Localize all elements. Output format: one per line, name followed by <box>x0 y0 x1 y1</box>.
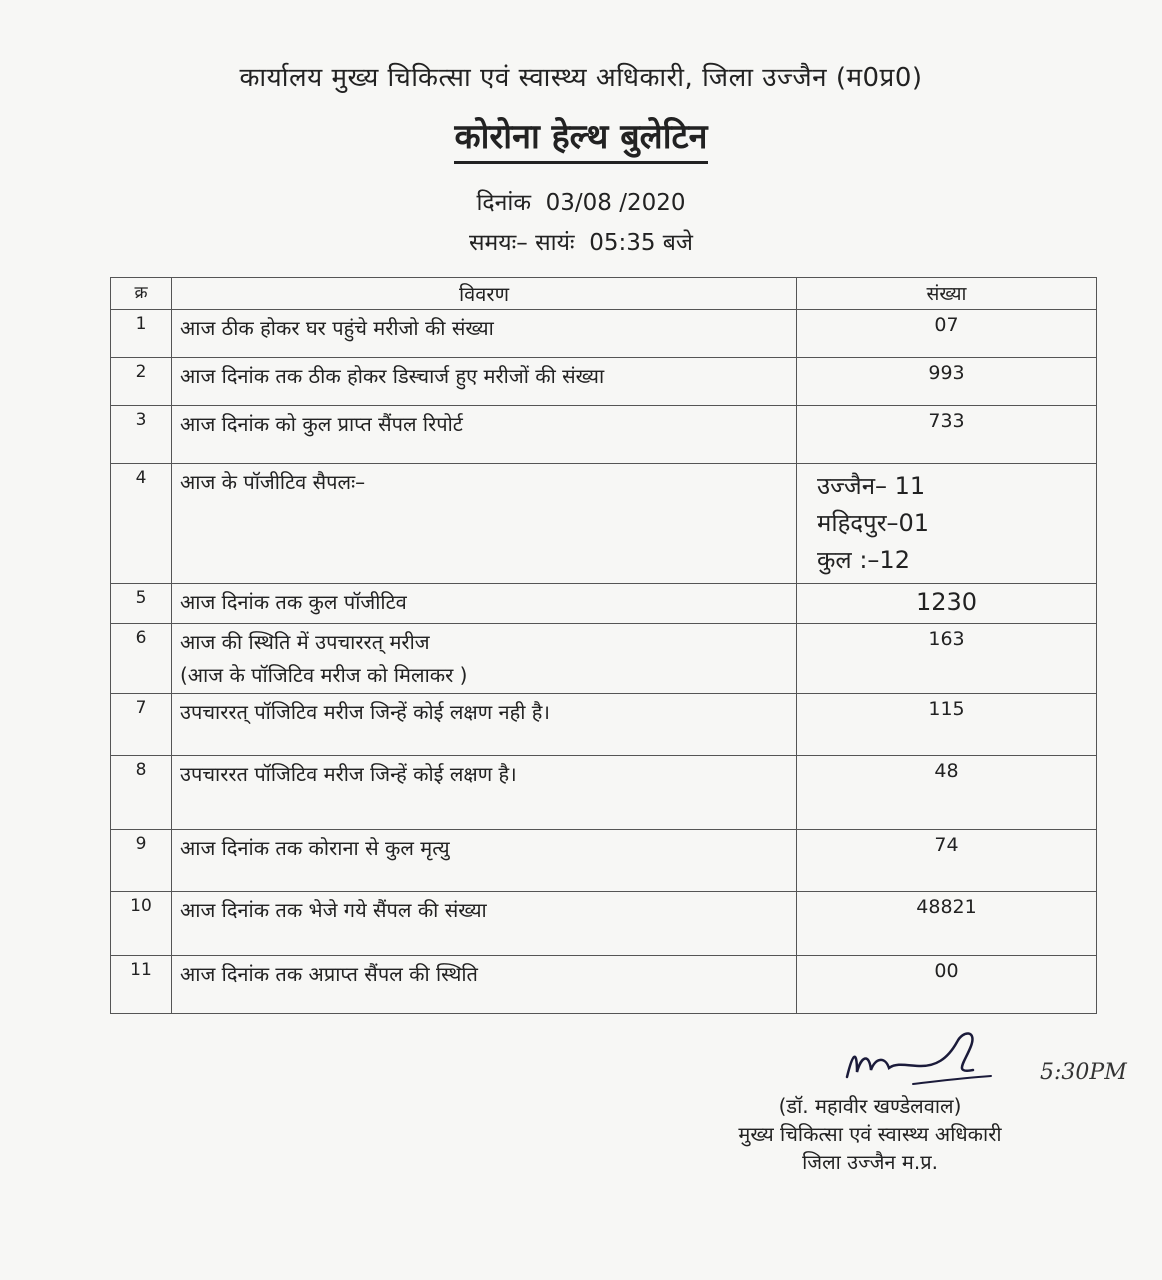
row-value: 48821 <box>797 892 1097 956</box>
col-header-value: संख्या <box>797 278 1097 310</box>
row-no: 10 <box>111 892 172 956</box>
row-no: 11 <box>111 956 172 1014</box>
bulletin-title-text: कोरोना हेल्थ बुलेटिन <box>454 117 707 164</box>
office-header: कार्यालय मुख्य चिकित्सा एवं स्वास्थ्य अधिकारी, जिला उज्जैन (म0प्र0) <box>239 63 923 93</box>
date-value: 03/08 /2020 <box>545 190 686 216</box>
date-label: दिनांक <box>476 190 532 216</box>
signatory-location: जिला उज्जैन म.प्र. <box>802 1150 938 1174</box>
handwritten-signature <box>835 1022 1035 1092</box>
positive-ujjain: उज्जैन– 11 <box>817 472 926 500</box>
bulletin-date <box>0 185 1162 217</box>
table-row <box>111 956 1097 1014</box>
row-desc: आज दिनांक तक कोराना से कुल मृत्यु <box>172 830 797 892</box>
row-desc: आज दिनांक को कुल प्राप्त सैंपल रिपोर्ट <box>172 406 797 464</box>
row-value-breakdown <box>797 464 1097 584</box>
col-header-desc: विवरण <box>172 278 797 310</box>
row-desc: उपचाररत् पॉजिटिव मरीज जिन्हें कोई लक्षण नही है। <box>172 694 797 756</box>
table-row <box>111 310 1097 358</box>
signatory-block <box>700 1092 1040 1176</box>
table-row <box>111 892 1097 956</box>
row-no: 2 <box>111 358 172 406</box>
row-no: 6 <box>111 624 172 694</box>
table-row <box>111 584 1097 624</box>
bulletin-title <box>0 112 1162 158</box>
table-header-row <box>111 278 1097 310</box>
table-row <box>111 624 1097 694</box>
table-row <box>111 694 1097 756</box>
time-value: 05:35 बजे <box>589 230 693 256</box>
row-no: 5 <box>111 584 172 624</box>
row-desc: उपचाररत पॉजिटिव मरीज जिन्हें कोई लक्षण है। <box>172 756 797 830</box>
signatory-name: (डॉ. महावीर खण्डेलवाल) <box>778 1094 962 1118</box>
row-desc-note: (आज के पॉजिटिव मरीज को मिलाकर ) <box>180 663 468 687</box>
row-no: 7 <box>111 694 172 756</box>
row-no: 8 <box>111 756 172 830</box>
row-desc: आज दिनांक तक ठीक होकर डिस्चार्ज हुए मरीजों की संख्या <box>172 358 797 406</box>
signatory-designation: मुख्य चिकित्सा एवं स्वास्थ्य अधिकारी <box>738 1122 1002 1146</box>
handwritten-time: 5:30PM <box>1040 1060 1127 1085</box>
table-row <box>111 830 1097 892</box>
positive-total: कुल :–12 <box>817 546 910 574</box>
row-desc: आज के पॉजीटिव सैपलः– <box>172 464 797 584</box>
row-value: 07 <box>797 310 1097 358</box>
table-row <box>111 756 1097 830</box>
bulletin-table <box>110 277 1097 1014</box>
row-no: 1 <box>111 310 172 358</box>
row-desc: आज दिनांक तक भेजे गये सैंपल की संख्या <box>172 892 797 956</box>
row-value: 993 <box>797 358 1097 406</box>
row-value: 48 <box>797 756 1097 830</box>
row-value: 115 <box>797 694 1097 756</box>
row-desc: आज ठीक होकर घर पहुंचे मरीजो की संख्या <box>172 310 797 358</box>
row-desc-multiline <box>172 624 797 694</box>
row-value: 74 <box>797 830 1097 892</box>
row-desc: आज दिनांक तक अप्राप्त सैंपल की स्थिति <box>172 956 797 1014</box>
row-value: 00 <box>797 956 1097 1014</box>
row-no: 3 <box>111 406 172 464</box>
table-row <box>111 464 1097 584</box>
table-row <box>111 406 1097 464</box>
table-row <box>111 358 1097 406</box>
row-no: 9 <box>111 830 172 892</box>
row-desc: आज दिनांक तक कुल पॉजीटिव <box>172 584 797 624</box>
row-value: 163 <box>797 624 1097 694</box>
positive-mahidpur: महिदपुर–01 <box>817 509 930 537</box>
col-header-no: क्र <box>111 278 172 310</box>
bulletin-time <box>0 225 1162 257</box>
row-no: 4 <box>111 464 172 584</box>
row-desc: आज की स्थिति में उपचाररत् मरीज <box>180 630 430 654</box>
row-value: 733 <box>797 406 1097 464</box>
row-value: 1230 <box>797 584 1097 624</box>
time-label: समयः– सायंः <box>468 230 575 256</box>
